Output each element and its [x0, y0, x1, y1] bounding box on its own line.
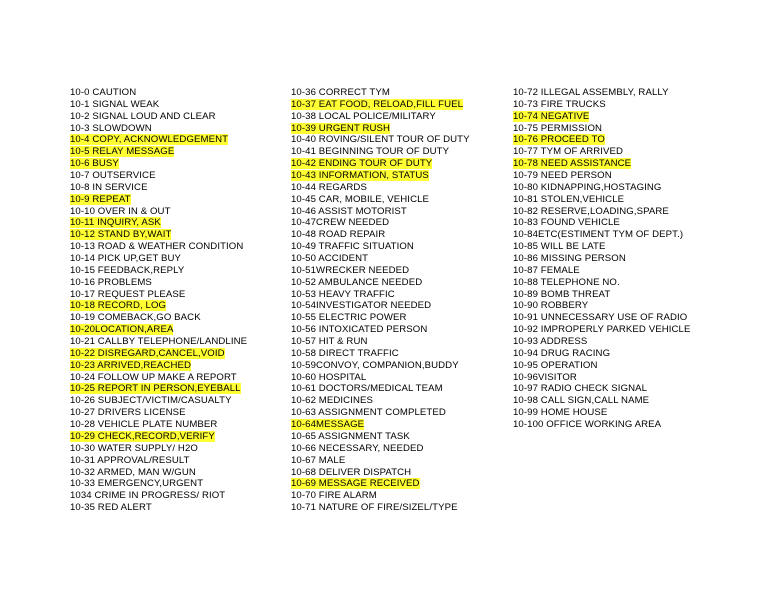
code-entry — [513, 217, 690, 229]
code-entry — [291, 395, 470, 407]
code-entry — [291, 490, 470, 502]
highlighted-code-entry — [291, 123, 470, 135]
code-entry-text: 10-39 URGENT RUSH — [291, 122, 391, 134]
code-entry — [291, 324, 470, 336]
code-entry-text: 10-87 FEMALE — [513, 264, 580, 276]
code-entry-text: 10-73 FIRE TRUCKS — [513, 98, 606, 110]
highlighted-code-entry — [291, 478, 470, 490]
code-entry-text: 10-29 CHECK,RECORD,VERIFY — [70, 430, 215, 442]
code-entry-text: 10-91 UNNECESSARY USE OF RADIO — [513, 312, 688, 324]
code-entry-text: 10-76 PROCEED TO — [513, 134, 605, 146]
code-entry — [291, 265, 470, 277]
highlighted-code-entry — [70, 217, 247, 229]
code-entry-text: 10-80 KIDNAPPING,HOSTAGING — [513, 181, 662, 193]
code-entry-text: 10-38 LOCAL POLICE/MILITARY — [291, 110, 436, 122]
code-entry — [70, 170, 247, 182]
code-column-1 — [70, 87, 247, 514]
code-entry — [291, 194, 470, 206]
code-entry — [70, 111, 247, 123]
code-entry — [70, 336, 247, 348]
code-entry-text: 10-15 FEEDBACK,REPLY — [70, 264, 185, 276]
code-entry — [70, 241, 247, 253]
code-entry — [291, 407, 470, 419]
code-entry — [513, 206, 690, 218]
code-entry — [70, 407, 247, 419]
code-entry-text: 10-20LOCATION,AREA — [70, 324, 174, 336]
code-entry — [513, 99, 690, 111]
code-entry-text: 10-94 DRUG RACING — [513, 347, 611, 359]
code-entry-text: 10-95 OPERATION — [513, 359, 598, 371]
code-entry-text: 10-51WRECKER NEEDED — [291, 264, 410, 276]
code-column-2 — [291, 87, 470, 514]
code-entry — [70, 395, 247, 407]
code-entry-text: 10-1 SIGNAL WEAK — [70, 98, 160, 110]
code-entry-text: 10-70 FIRE ALARM — [291, 490, 377, 502]
code-entry-text: 10-88 TELEPHONE NO. — [513, 276, 620, 288]
code-entry-text: 10-79 NEED PERSON — [513, 170, 612, 182]
code-entry — [513, 348, 690, 360]
code-entry — [291, 383, 470, 395]
code-entry — [513, 300, 690, 312]
code-entry-text: 10-99 HOME HOUSE — [513, 407, 608, 419]
code-entry-text: 10-31 APPROVAL/RESULT — [70, 454, 190, 466]
code-entry — [291, 289, 470, 301]
code-entry-text: 10-98 CALL SIGN,CALL NAME — [513, 395, 650, 407]
code-entry — [291, 300, 470, 312]
code-entry — [291, 87, 470, 99]
code-entry — [291, 134, 470, 146]
code-entry — [513, 229, 690, 241]
code-entry — [291, 502, 470, 514]
highlighted-code-entry — [70, 229, 247, 241]
code-entry-text: 10-41 BEGINNING TOUR OF DUTY — [291, 146, 450, 158]
code-entry-text: 10-93 ADDRESS — [513, 336, 588, 348]
code-entry — [291, 431, 470, 443]
code-entry — [70, 455, 247, 467]
highlighted-code-entry — [513, 158, 690, 170]
code-entry — [513, 170, 690, 182]
code-entry-text: 10-75 PERMISSION — [513, 122, 603, 134]
code-entry — [513, 277, 690, 289]
highlighted-code-entry — [70, 360, 247, 372]
code-entry — [70, 419, 247, 431]
highlighted-code-entry — [70, 146, 247, 158]
code-entry — [70, 277, 247, 289]
code-entry-text: 10-42 ENDING TOUR OF DUTY — [291, 158, 433, 170]
code-entry-text: 10-77 TYM OF ARRIVED — [513, 146, 624, 158]
code-entry-text: 10-8 IN SERVICE — [70, 181, 148, 193]
code-entry — [291, 277, 470, 289]
code-entry-text: 1034 CRIME IN PROGRESS/ RIOT — [70, 490, 226, 502]
code-entry — [291, 455, 470, 467]
code-entry — [291, 146, 470, 158]
code-entry — [291, 206, 470, 218]
code-entry-text: 10-81 STOLEN,VEHICLE — [513, 193, 625, 205]
code-entry — [291, 229, 470, 241]
code-entry-text: 10-61 DOCTORS/MEDICAL TEAM — [291, 383, 443, 395]
code-entry-text: 10-40 ROVING/SILENT TOUR OF DUTY — [291, 134, 470, 146]
code-entry-text: 10-66 NECESSARY, NEEDED — [291, 442, 424, 454]
code-entry-text: 10-35 RED ALERT — [70, 502, 152, 514]
code-entry — [513, 360, 690, 372]
code-entry — [513, 289, 690, 301]
code-entry-text: 10-23 ARRIVED,REACHED — [70, 359, 191, 371]
code-entry-text: 10-32 ARMED, MAN W/GUN — [70, 466, 196, 478]
code-entry-text: 10-55 ELECTRIC POWER — [291, 312, 407, 324]
code-entry — [70, 312, 247, 324]
highlighted-code-entry — [70, 324, 247, 336]
highlighted-code-entry — [70, 134, 247, 146]
code-entry — [70, 502, 247, 514]
code-entry-text: 10-65 ASSIGNMENT TASK — [291, 430, 410, 442]
code-entry — [70, 253, 247, 265]
code-entry-text: 10-58 DIRECT TRAFFIC — [291, 347, 399, 359]
code-entry — [291, 372, 470, 384]
code-entry — [513, 146, 690, 158]
code-entry — [291, 241, 470, 253]
code-entry-text: 10-2 SIGNAL LOUD AND CLEAR — [70, 110, 216, 122]
code-entry — [291, 253, 470, 265]
code-entry-text: 10-30 WATER SUPPLY/ H2O — [70, 442, 198, 454]
code-entry-text: 10-21 CALLBY TELEPHONE/LANDLINE — [70, 336, 248, 348]
code-entry-text: 10-50 ACCIDENT — [291, 253, 369, 265]
code-entry-text: 10-44 REGARDS — [291, 181, 367, 193]
code-entry — [513, 419, 690, 431]
code-entry-text: 10-90 ROBBERY — [513, 300, 589, 312]
code-entry-text: 10-59CONVOY, COMPANION,BUDDY — [291, 359, 459, 371]
code-entry-text: 10-60 HOSPITAL — [291, 371, 367, 383]
highlighted-code-entry — [70, 348, 247, 360]
code-entry-text: 10-4 COPY, ACKNOWLEDGEMENT — [70, 134, 229, 146]
code-entry-text: 10-43 INFORMATION, STATUS — [291, 170, 429, 182]
code-entry — [70, 490, 247, 502]
code-entry — [513, 372, 690, 384]
code-entry-text: 10-74 NEGATIVE — [513, 110, 590, 122]
code-entry-text: 10-72 ILLEGAL ASSEMBLY, RALLY — [513, 87, 669, 98]
code-entry — [513, 241, 690, 253]
highlighted-code-entry — [291, 419, 470, 431]
code-entry-text: 10-64MESSAGE — [291, 419, 365, 431]
highlighted-code-entry — [291, 170, 470, 182]
code-entry-text: 10-85 WILL BE LATE — [513, 241, 606, 253]
code-entry-text: 10-28 VEHICLE PLATE NUMBER — [70, 419, 218, 431]
code-entry-text: 10-36 CORRECT TYM — [291, 87, 390, 98]
code-entry-text: 10-33 EMERGENCY,URGENT — [70, 478, 204, 490]
code-entry — [513, 312, 690, 324]
code-entry — [291, 217, 470, 229]
code-entry — [513, 336, 690, 348]
code-entry-text: 10-49 TRAFFIC SITUATION — [291, 241, 414, 253]
code-entry-text: 10-67 MALE — [291, 454, 346, 466]
code-entry — [70, 443, 247, 455]
highlighted-code-entry — [291, 99, 470, 111]
code-entry — [70, 478, 247, 490]
code-entry — [70, 99, 247, 111]
code-entry — [513, 253, 690, 265]
code-entry — [291, 182, 470, 194]
code-column-3 — [513, 87, 690, 431]
code-entry-text: 10-13 ROAD & WEATHER CONDITION — [70, 241, 244, 253]
code-entry-text: 10-62 MEDICINES — [291, 395, 374, 407]
code-entry-text: 10-46 ASSIST MOTORIST — [291, 205, 407, 217]
code-entry-text: 10-96VISITOR — [513, 371, 577, 383]
code-entry-text: 10-9 REPEAT — [70, 193, 131, 205]
highlighted-code-entry — [70, 431, 247, 443]
code-entry — [291, 336, 470, 348]
code-entry-text: 10-0 CAUTION — [70, 87, 137, 98]
code-entry — [513, 194, 690, 206]
code-entry — [513, 87, 690, 99]
code-entry — [291, 443, 470, 455]
code-entry-text: 10-69 MESSAGE RECEIVED — [291, 478, 420, 490]
highlighted-code-entry — [70, 383, 247, 395]
code-entry-text: 10-52 AMBULANCE NEEDED — [291, 276, 423, 288]
code-entry — [70, 123, 247, 135]
code-entry-text: 10-14 PICK UP,GET BUY — [70, 253, 182, 265]
code-entry-text: 10-71 NATURE OF FIRE/SIZEL/TYPE — [291, 502, 458, 514]
code-entry-text: 10-18 RECORD, LOG — [70, 300, 167, 312]
code-entry — [513, 407, 690, 419]
code-entry — [291, 111, 470, 123]
code-entry-text: 10-78 NEED ASSISTANCE — [513, 158, 632, 170]
code-entry-text: 10-16 PROBLEMS — [70, 276, 152, 288]
code-entry — [70, 87, 247, 99]
code-entry-text: 10-82 RESERVE,LOADING,SPARE — [513, 205, 669, 217]
code-entry-text: 10-7 OUTSERVICE — [70, 170, 156, 182]
code-entry-text: 10-86 MISSING PERSON — [513, 253, 626, 265]
code-entry-text: 10-57 HIT & RUN — [291, 336, 368, 348]
code-entry — [513, 383, 690, 395]
code-entry-text: 10-27 DRIVERS LICENSE — [70, 407, 186, 419]
code-entry — [291, 348, 470, 360]
code-entry-text: 10-54INVESTIGATOR NEEDED — [291, 300, 432, 312]
code-entry — [70, 206, 247, 218]
code-entry — [70, 467, 247, 479]
code-entry-text: 10-84ETC(ESTIMENT TYM OF DEPT.) — [513, 229, 684, 241]
code-entry-text: 10-10 OVER IN & OUT — [70, 205, 171, 217]
highlighted-code-entry — [70, 194, 247, 206]
code-entry — [291, 360, 470, 372]
code-entry — [291, 467, 470, 479]
code-entry — [513, 123, 690, 135]
code-entry-text: 10-22 DISREGARD,CANCEL,VOID — [70, 347, 225, 359]
code-entry-text: 10-97 RADIO CHECK SIGNAL — [513, 383, 648, 395]
code-entry-text: 10-37 EAT FOOD, RELOAD,FILL FUEL — [291, 98, 464, 110]
highlighted-code-entry — [291, 158, 470, 170]
code-entry-text: 10-68 DELIVER DISPATCH — [291, 466, 412, 478]
code-entry-text: 10-48 ROAD REPAIR — [291, 229, 386, 241]
code-entry — [291, 312, 470, 324]
code-entry-text: 10-3 SLOWDOWN — [70, 122, 152, 134]
code-entry — [70, 265, 247, 277]
code-entry-text: 10-26 SUBJECT/VICTIM/CASUALTY — [70, 395, 232, 407]
code-entry-text: 10-25 REPORT IN PERSON,EYEBALL — [70, 383, 241, 395]
code-entry-text: 10-5 RELAY MESSAGE — [70, 146, 175, 158]
code-entry-text: 10-83 FOUND VEHICLE — [513, 217, 620, 229]
highlighted-code-entry — [70, 158, 247, 170]
code-entry-text: 10-47CREW NEEDED — [291, 217, 390, 229]
code-entry — [70, 182, 247, 194]
code-entry-text: 10-45 CAR, MOBILE, VEHICLE — [291, 193, 430, 205]
code-entry — [70, 289, 247, 301]
highlighted-code-entry — [513, 134, 690, 146]
code-entry-text: 10-12 STAND BY,WAIT — [70, 229, 172, 241]
code-entry-text: 10-100 OFFICE WORKING AREA — [513, 419, 662, 431]
code-entry — [513, 265, 690, 277]
code-entry-text: 10-11 INQUIRY, ASK — [70, 217, 161, 229]
code-entry — [513, 182, 690, 194]
code-entry-text: 10-17 REQUEST PLEASE — [70, 288, 186, 300]
code-entry-text: 10-19 COMEBACK,GO BACK — [70, 312, 201, 324]
code-entry-text: 10-92 IMPROPERLY PARKED VEHICLE — [513, 324, 691, 336]
code-entry-text: 10-53 HEAVY TRAFFIC — [291, 288, 395, 300]
code-entry-text: 10-63 ASSIGNMENT COMPLETED — [291, 407, 446, 419]
code-entry — [70, 372, 247, 384]
code-entry-text: 10-24 FOLLOW UP MAKE A REPORT — [70, 371, 237, 383]
highlighted-code-entry — [513, 111, 690, 123]
code-entry-text: 10-56 INTOXICATED PERSON — [291, 324, 428, 336]
code-entry — [513, 324, 690, 336]
code-entry-text: 10-89 BOMB THREAT — [513, 288, 611, 300]
highlighted-code-entry — [70, 300, 247, 312]
code-entry — [513, 395, 690, 407]
code-entry-text: 10-6 BUSY — [70, 158, 119, 170]
